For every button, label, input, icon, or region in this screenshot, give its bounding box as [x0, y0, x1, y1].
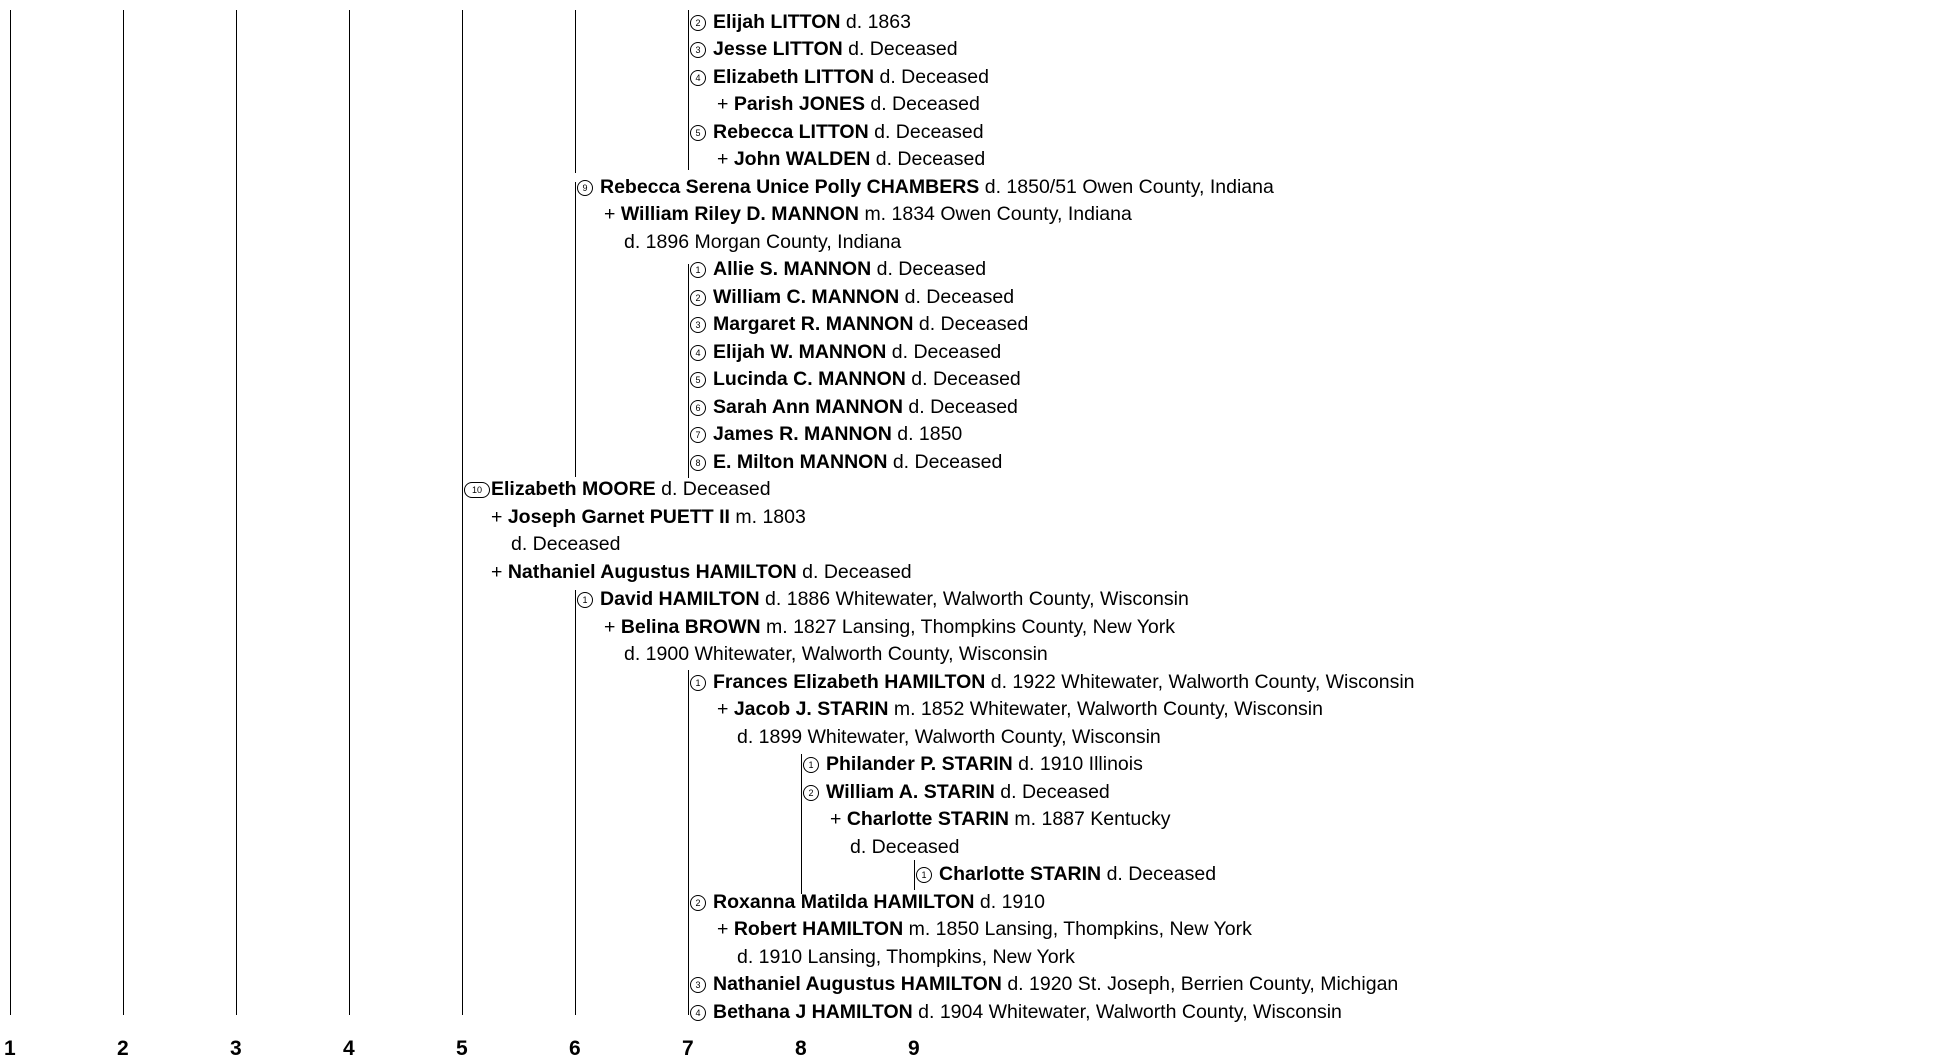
generation-label-5: 5	[456, 1037, 468, 1060]
person-details: d. 1850/51 Owen County, Indiana	[984, 176, 1274, 198]
person-details: m. 1827 Lansing, Thompkins County, New York	[766, 616, 1176, 638]
generation-label-6: 6	[569, 1037, 581, 1060]
person-name: Nathaniel Augustus HAMILTON	[507, 561, 797, 583]
person-details: d. 1863	[845, 11, 911, 33]
spouse-prefix: +	[604, 616, 621, 638]
person-name: John WALDEN	[733, 148, 871, 170]
person-name: William A. STARIN	[826, 781, 995, 803]
entry-row	[803, 753, 1143, 775]
person-name: Margaret R. MANNON	[713, 313, 914, 335]
generation-line-6c	[575, 590, 576, 1015]
person-name: Rebecca LITTON	[713, 121, 869, 143]
person-name: Philander P. STARIN	[826, 753, 1013, 775]
generation-line-3	[236, 10, 237, 1015]
generation-label-7: 7	[682, 1037, 694, 1060]
person-details: d. Deceased	[875, 148, 986, 170]
person-details: d. Deceased	[876, 258, 987, 280]
sibling-number-badge: 3	[690, 977, 706, 993]
entry-row	[916, 863, 1216, 885]
person-details: d. 1910	[979, 891, 1045, 913]
person-name: Elijah W. MANNON	[713, 341, 887, 363]
person-name: Bethana J HAMILTON	[713, 1001, 913, 1023]
sibling-line-7c	[688, 670, 689, 1015]
person-details: d. Deceased	[918, 313, 1029, 335]
entry-row	[690, 451, 1002, 473]
person-details: m. 1887 Kentucky	[1014, 808, 1171, 830]
sibling-number-badge: 1	[916, 867, 932, 883]
person-details: d. Deceased	[1000, 781, 1110, 803]
person-details: d. 1899 Whitewater, Walworth County, Wisconsin	[737, 726, 1161, 748]
sibling-number-badge: 6	[690, 400, 706, 416]
sibling-number-badge: 9	[577, 180, 593, 196]
person-name: E. Milton MANNON	[713, 451, 888, 473]
person-name: Roxanna Matilda HAMILTON	[713, 891, 975, 913]
detail-row	[624, 231, 901, 253]
entry-row	[690, 341, 1001, 363]
generation-line-2	[123, 10, 124, 1015]
sibling-line-7a	[688, 10, 689, 170]
person-name: William Riley D. MANNON	[620, 203, 860, 225]
sibling-number-badge: 5	[690, 125, 706, 141]
generation-label-8: 8	[795, 1037, 807, 1060]
spouse-row	[830, 808, 1170, 830]
generation-label-9: 9	[908, 1037, 920, 1060]
spouse-prefix: +	[717, 918, 734, 940]
spouse-prefix: +	[717, 698, 734, 720]
person-details: d. 1896 Morgan County, Indiana	[624, 231, 902, 253]
person-name: Sarah Ann MANNON	[713, 396, 903, 418]
generation-line-5	[462, 10, 463, 1015]
entry-row	[577, 176, 1274, 198]
spouse-row	[491, 506, 806, 528]
sibling-number-badge: 10	[464, 482, 490, 498]
sibling-number-badge: 1	[803, 757, 819, 773]
generation-label-3: 3	[230, 1037, 242, 1060]
generation-label-2: 2	[117, 1037, 129, 1060]
person-name: Nathaniel Augustus HAMILTON	[713, 973, 1002, 995]
person-name: Jesse LITTON	[713, 38, 843, 60]
entry-row	[690, 891, 1045, 913]
person-details: d. Deceased	[891, 341, 1002, 363]
sibling-number-badge: 4	[690, 1005, 706, 1021]
person-name: Elijah LITTON	[713, 11, 841, 33]
person-details: d. Deceased	[904, 286, 1015, 308]
spouse-prefix: +	[491, 561, 508, 583]
person-details: d. Deceased	[911, 368, 1021, 390]
person-name: Robert HAMILTON	[733, 918, 904, 940]
spouse-row	[717, 918, 1252, 940]
sibling-number-badge: 2	[690, 895, 706, 911]
sibling-number-badge: 5	[690, 372, 706, 388]
person-details: d. Deceased	[874, 121, 984, 143]
person-details: d. Deceased	[848, 38, 958, 60]
entry-row	[690, 1001, 1342, 1023]
detail-row	[737, 946, 1075, 968]
person-details: d. Deceased	[850, 836, 960, 858]
spouse-prefix: +	[717, 148, 734, 170]
entry-row	[690, 286, 1014, 308]
person-details: m. 1850 Lansing, Thompkins, New York	[908, 918, 1252, 940]
spouse-prefix: +	[717, 93, 734, 115]
person-name: William C. MANNON	[713, 286, 900, 308]
person-details: d. 1910 Illinois	[1018, 753, 1143, 775]
person-details: d. 1920 St. Joseph, Berrien County, Michigan	[1007, 973, 1399, 995]
person-name: Lucinda C. MANNON	[713, 368, 906, 390]
entry-row	[690, 671, 1415, 693]
sibling-number-badge: 3	[690, 317, 706, 333]
entry-row	[803, 781, 1110, 803]
sibling-number-badge: 1	[690, 262, 706, 278]
sibling-line-8	[801, 754, 802, 894]
sibling-number-badge: 1	[577, 592, 593, 608]
person-details: d. Deceased	[879, 66, 989, 88]
person-details: d. Deceased	[870, 93, 980, 115]
person-details: d. 1910 Lansing, Thompkins, New York	[737, 946, 1075, 968]
person-name: Frances Elizabeth HAMILTON	[713, 671, 986, 693]
person-details: d. Deceased	[892, 451, 1003, 473]
person-name: Elizabeth LITTON	[713, 66, 875, 88]
person-details: d. Deceased	[908, 396, 1018, 418]
person-details: d. 1904 Whitewater, Walworth County, Wisconsin	[918, 1001, 1342, 1023]
person-name: Elizabeth MOORE	[491, 478, 656, 500]
entry-row	[690, 973, 1398, 995]
detail-row	[511, 533, 621, 555]
person-name: Charlotte STARIN	[939, 863, 1102, 885]
detail-row	[737, 726, 1161, 748]
person-name: Belina BROWN	[620, 616, 761, 638]
person-details: d. Deceased	[1106, 863, 1217, 885]
generation-line-1	[10, 10, 11, 1015]
detail-row	[624, 643, 1048, 665]
person-details: d. Deceased	[661, 478, 771, 500]
person-name: Rebecca Serena Unice Polly CHAMBERS	[600, 176, 980, 198]
generation-label-1: 1	[4, 1037, 16, 1060]
spouse-row	[491, 561, 912, 583]
person-name: James R. MANNON	[713, 423, 892, 445]
spouse-prefix: +	[830, 808, 847, 830]
generation-line-6b	[575, 182, 576, 477]
person-details: m. 1834 Owen County, Indiana	[864, 203, 1132, 225]
person-name: David HAMILTON	[600, 588, 760, 610]
spouse-prefix: +	[491, 506, 508, 528]
spouse-row	[717, 93, 980, 115]
sibling-number-badge: 3	[690, 42, 706, 58]
sibling-number-badge: 4	[690, 345, 706, 361]
sibling-number-badge: 2	[690, 290, 706, 306]
person-details: d. 1900 Whitewater, Walworth County, Wisconsin	[624, 643, 1048, 665]
person-name: Allie S. MANNON	[713, 258, 872, 280]
spouse-row	[717, 698, 1323, 720]
person-details: d. 1922 Whitewater, Walworth County, Wisconsin	[990, 671, 1415, 693]
person-details: d. 1886 Whitewater, Walworth County, Wisconsin	[765, 588, 1189, 610]
person-details: m. 1852 Whitewater, Walworth County, Wisconsin	[893, 698, 1323, 720]
entry-row	[690, 368, 1021, 390]
entry-row	[690, 66, 989, 88]
entry-row	[690, 423, 962, 445]
detail-row	[850, 836, 960, 858]
entry-row	[690, 396, 1018, 418]
person-name: Jacob J. STARIN	[733, 698, 889, 720]
sibling-number-badge: 4	[690, 70, 706, 86]
sibling-line-9	[914, 860, 915, 890]
entry-row	[464, 478, 771, 500]
entry-row	[690, 258, 986, 280]
person-details: d. 1850	[897, 423, 963, 445]
person-name: Parish JONES	[733, 93, 865, 115]
person-details: d. Deceased	[802, 561, 912, 583]
sibling-number-badge: 8	[690, 455, 706, 471]
spouse-row	[604, 616, 1175, 638]
sibling-number-badge: 2	[803, 785, 819, 801]
entry-row	[690, 313, 1028, 335]
spouse-row	[604, 203, 1132, 225]
person-details: d. Deceased	[511, 533, 621, 555]
person-name: Charlotte STARIN	[846, 808, 1009, 830]
entry-row	[577, 588, 1189, 610]
person-details: m. 1803	[735, 506, 806, 528]
entry-row	[690, 38, 958, 60]
sibling-line-7b	[688, 264, 689, 478]
entry-row	[690, 11, 911, 33]
entry-row	[690, 121, 984, 143]
generation-line-6a	[575, 10, 576, 173]
spouse-row	[717, 148, 985, 170]
sibling-number-badge: 7	[690, 427, 706, 443]
sibling-number-badge: 1	[690, 675, 706, 691]
sibling-number-badge: 2	[690, 15, 706, 31]
generation-line-4	[349, 10, 350, 1015]
generation-label-4: 4	[343, 1037, 355, 1060]
person-name: Joseph Garnet PUETT II	[507, 506, 730, 528]
spouse-prefix: +	[604, 203, 621, 225]
